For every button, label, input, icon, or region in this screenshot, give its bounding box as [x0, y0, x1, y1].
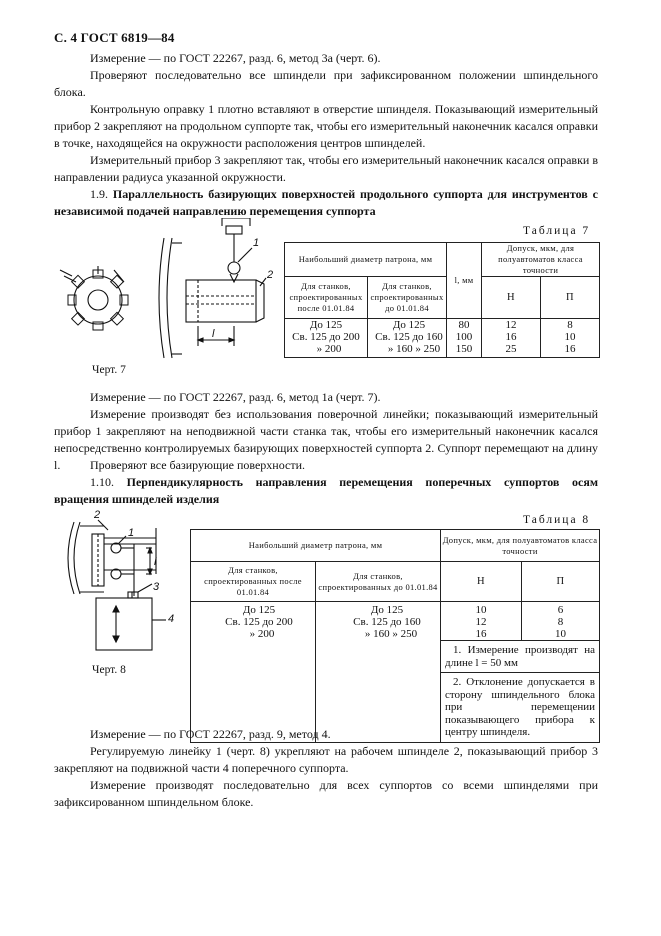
section-title: Перпендикулярность направления перемещения поперечных суппортов осям вращения шпинделей изделия — [54, 475, 599, 506]
fig7-label-1: 1 — [253, 237, 260, 249]
figure-7-caption: Черт. 7 — [92, 364, 126, 376]
table7-header-chuck: Наибольший диаметр патрона, мм — [285, 243, 447, 277]
table-cell: 100 — [455, 331, 473, 343]
fig8-label-1: 1 — [128, 527, 135, 539]
fig7-label-l: l — [212, 328, 215, 340]
table-cell: До 125 — [309, 319, 343, 331]
fig8-label-3: 3 — [153, 581, 160, 593]
table-cell: 16 — [505, 331, 517, 343]
table8-header-H: Н — [441, 562, 522, 602]
table-cell: 8 — [557, 616, 564, 628]
table8-note-1: 1. Измерение производят на длине l = 50 мм — [441, 641, 599, 673]
figure-7-drawing — [54, 218, 284, 368]
table-cell: Св. 125 до 160 — [353, 616, 421, 628]
table-7 — [284, 242, 600, 358]
table8-header-after: Для станков, спроектированных после 01.01.84 — [191, 562, 316, 602]
table7-header-after: Для станков, спроектированных после 01.01.84 — [285, 277, 368, 319]
table-cell: До 125 — [242, 604, 276, 616]
table-cell: » 160 » 250 — [387, 343, 441, 355]
table8-note-2: 2. Отклонение допускается в сторону шпиндельного блока при перемещении показывающего прибора к центру шпинделя. — [445, 676, 595, 738]
gear-icon — [60, 266, 128, 330]
paragraph-mandrel: Контрольную оправку 1 плотно вставляют в отверстие шпинделя. Показывающий измерительный прибор 2 закрепляют на продольном суппорте так, чтобы его измерительный наконечник касался оправки в точке, находящейся на окружности расположения центров шпинделей. — [54, 102, 598, 150]
paragraph-measurement-9: Измерение — по ГОСТ 22267, разд. 9, метод 4. — [90, 727, 331, 741]
table8-col-H — [441, 602, 522, 641]
paragraph-all-supports: Измерение производят последовательно для всех суппортов со всеми шпинделями при зафиксированном шпиндельном блоке. — [54, 778, 598, 809]
paragraph-check-spindles: Проверяют последовательно все шпиндели при зафиксированном положении шпиндельного блока. — [54, 68, 598, 99]
paragraph-no-ruler: Измерение производят без использования поверочной линейки; показывающий измерительный прибор 1 закрепляют на неподвижной части станка так, чтобы его измерительный наконечник касался непосредственно контролируемых базирующих поверхностей суппорта 2. Суппорт перемещают на длину l. — [54, 407, 598, 472]
table7-col-H — [482, 319, 541, 358]
table-7-caption: Таблица 7 — [523, 225, 591, 237]
table-cell: До 125 — [370, 604, 404, 616]
table-cell: 16 — [475, 628, 487, 640]
paragraph-check-surfaces: Проверяют все базирующие поверхности. — [90, 458, 305, 472]
table-cell: Св. 125 до 200 — [225, 616, 293, 628]
paragraph-instrument-3: Измерительный прибор 3 закрепляют так, чтобы его измерительный наконечник касался оправки в направлении радиуса указанной окружности. — [54, 153, 598, 184]
fig8-label-2: 2 — [94, 509, 101, 521]
table-cell: 16 — [564, 343, 576, 355]
table8-header-chuck: Наибольший диаметр патрона, мм — [191, 530, 441, 562]
table-cell: Св. 125 до 160 — [375, 331, 443, 343]
table7-header-before: Для станков, спроектированных до 01.01.84 — [368, 277, 447, 319]
table-cell: 150 — [455, 343, 473, 355]
fig8-label-l: l — [154, 556, 157, 568]
table8-header-tolerance: Допуск, мкм, для полуавтоматов класса точности — [441, 530, 600, 562]
table8-header-before: Для станков, спроектированных до 01.01.84 — [316, 562, 441, 602]
section-number: 1.10. — [90, 475, 114, 489]
figure-8-drawing — [56, 508, 186, 668]
table-cell: 8 — [567, 319, 573, 331]
table-cell: 25 — [505, 343, 517, 355]
table8-col-before — [316, 602, 441, 743]
fig8-label-4: 4 — [168, 613, 175, 625]
paragraph-measurement-7: Измерение — по ГОСТ 22267, разд. 6, метод 1а (черт. 7). — [90, 390, 381, 404]
table-cell: 10 — [475, 604, 487, 616]
table-cell: 12 — [475, 616, 487, 628]
table8-col-P — [522, 602, 600, 641]
table-8-caption: Таблица 8 — [523, 514, 591, 526]
section-1-9-heading — [54, 186, 598, 220]
table8-col-after — [191, 602, 316, 743]
page-header: С. 4 ГОСТ 6819—84 — [54, 30, 175, 45]
table-cell: 6 — [557, 604, 564, 616]
table7-col-before — [368, 319, 447, 358]
table-cell: » 200 — [316, 343, 342, 355]
table8-header-P: П — [522, 562, 600, 602]
paragraph-measurement-6: Измерение — по ГОСТ 22267, разд. 6, метод 3а (черт. 6). — [90, 51, 381, 65]
table7-header-P: П — [541, 277, 600, 319]
table-cell: » 160 » 250 — [364, 628, 418, 640]
paragraph-adjustable-ruler: Регулируемую линейку 1 (черт. 8) укрепляют на рабочем шпинделе 2, показывающий прибор 3 закрепляют на подвижной части 4 поперечного суппорта. — [54, 744, 598, 775]
table7-col-P — [541, 319, 600, 358]
table7-header-l: l, мм — [447, 243, 482, 319]
table7-header-H: Н — [482, 277, 541, 319]
table7-header-tolerance: Допуск, мкм, для полуавтоматов класса точности — [482, 243, 600, 277]
figure-8-caption: Черт. 8 — [92, 664, 126, 676]
section-number: 1.9. — [90, 187, 108, 201]
table-cell: 10 — [564, 331, 576, 343]
table-cell: Св. 125 до 200 — [292, 331, 360, 343]
table7-col-l — [447, 319, 482, 358]
table-cell: 80 — [458, 319, 470, 331]
section-title: Параллельность базирующих поверхностей продольного суппорта для инструментов с независимой подачей направлению перемещения суппорта — [54, 187, 598, 218]
table-cell: До 125 — [392, 319, 426, 331]
table7-col-after — [285, 319, 368, 358]
table-cell: 12 — [505, 319, 517, 331]
section-1-10-heading — [54, 474, 598, 508]
table-cell: 10 — [555, 628, 566, 640]
fig7-label-2: 2 — [267, 269, 274, 281]
table-cell: » 200 — [249, 628, 275, 640]
table-8 — [190, 529, 600, 743]
